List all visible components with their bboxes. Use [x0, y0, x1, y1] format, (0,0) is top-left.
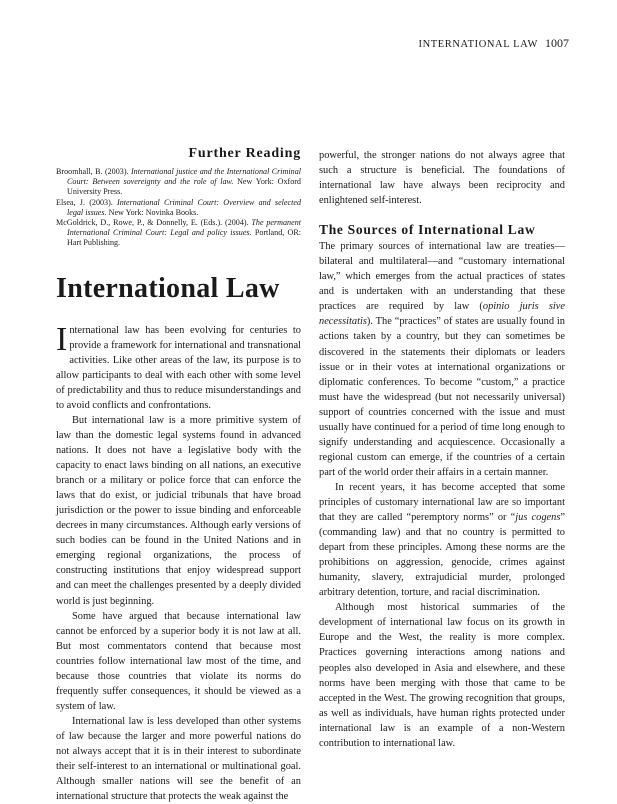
reference-publisher: New York: Novinka Books. [106, 207, 199, 217]
left-column [56, 146, 301, 804]
paragraph-text: The primary sources of international law are treaties—bilateral and multilateral—and “customary international law,” which emerges from the actual practices of states and is undertaken with an understanding that these practices are required by law ( [319, 241, 565, 313]
reference-publisher: Portland, OR: Hart Publishing. [67, 228, 301, 248]
drop-cap: I [56, 320, 68, 358]
reference-title: The permanent International Criminal Court: Legal and policy issues. [67, 218, 301, 238]
further-reading-title: Further Reading [188, 146, 301, 161]
reference-title: International justice and the International Criminal Court: Between sovereignty and the role of law. [67, 167, 301, 187]
running-title: INTERNATIONAL LAW [418, 39, 538, 50]
page-number: 1007 [545, 36, 569, 50]
reference-item [56, 198, 301, 218]
paragraph-text: ). The “practices” of states are usually found in actions taken by a country, but they can sometimes be discovered in the statements their diplomats or leaders issue or in their votes at international organizations or diplomatic conferences. To become “custom,” a practice must have the widespread (but not necessarily universal) support of countries concerned with the issue and must usually have continued for a period of time long enough to signify understanding and acquiescence. Occasionally a regional custom can emerge, if the countries of a certain part of the world order their affairs in a certain manner. [319, 316, 565, 478]
latin-term: jus cogens [515, 512, 561, 524]
paragraph [319, 239, 565, 480]
reference-item [56, 218, 301, 249]
latin-term: opinio juris sive necessitatis [319, 301, 565, 328]
reference-author: Broomhall, B. (2003). [56, 167, 131, 177]
paragraph-text: ” (commanding law) and that no country is permitted to depart from these principles. Among these norms are the prohibitions on aggression, genocide, crimes against humanity, slavery, extrajudicial murder, prolonged arbitrary detention, torture, and racial discrimination. [319, 512, 566, 599]
paragraph-continued: powerful, the stronger nations do not always agree that such a structure is beneficial. The foundations of international law have always been reciprocity and enlightened self-interest. [319, 150, 565, 207]
right-column [319, 148, 565, 751]
paragraph [319, 480, 565, 600]
section-heading: The Sources of International Law [319, 222, 536, 238]
running-header [418, 36, 569, 51]
paragraph [56, 320, 301, 413]
paragraph: Some have argued that because international law cannot be enforced by a superior body it is not law at all. But most commentators contend that because most countries follow international law most of the time, and because those countries that violate its norms do frequently suffer consequences, it should be viewed as a system of law. [56, 610, 301, 712]
paragraph: Although most historical summaries of the development of international law focus on its growth in Europe and the West, the reality is more complex. Practices governing interactions among nations and peoples also developed in Asia and elsewhere, and these norms have been merging with those that came to be accepted in the West. The growing recognition that groups, as well as individuals, have human rights protected under international law is an example of a non-Western contribution to international law. [319, 602, 565, 749]
paragraph: International law is less developed than other systems of law because the larger and more powerful nations do not always accept that it is in their interest to subordinate their self-interest to an international or multinational goal. Although smaller nations will see the benefit of an international structure that protects the weak against the [56, 715, 301, 803]
paragraph-text: nternational law has been evolving for centuries to provide a framework for international and transnational activities. Like other areas of the law, its purpose is to allow participants to deal with each other with some level of predictability and thus to reduce misunderstandings and to avoid conflicts and confrontations. [56, 324, 301, 411]
reference-publisher: New York: Oxford University Press. [67, 177, 301, 197]
paragraph: But international law is a more primitive system of law than the domestic legal systems found in advanced nations. It does not have a legislative body with the capacity to enact laws binding on all nations, an executive branch or a military or police force that can enforce the laws that do exist, or judicial tribunals that have broad jurisdiction or the power to issue binding and enforceable decrees in many circumstances. Although early versions of such bodies can be found in the United Nations and in emerging regional organizations, the process of constructing institutions that enjoy widespread support and can meet the challenges presented by a deeply divided world is just beginning. [56, 414, 301, 607]
reference-author: Elsea, J. (2003). [56, 197, 118, 207]
reference-title: International Criminal Court: Overview and selected legal issues. [67, 197, 301, 217]
paragraph-text: In recent years, it has become accepted that some principles of customary international law are so important that they are called “peremptory norms” or “ [319, 481, 565, 524]
reference-item [56, 167, 301, 198]
reference-list [56, 167, 301, 249]
article-title: International Law [56, 272, 280, 304]
reference-author: McGoldrick, D., Rowe, P., & Donnelly, E. (Eds.). (2004). [56, 218, 252, 228]
